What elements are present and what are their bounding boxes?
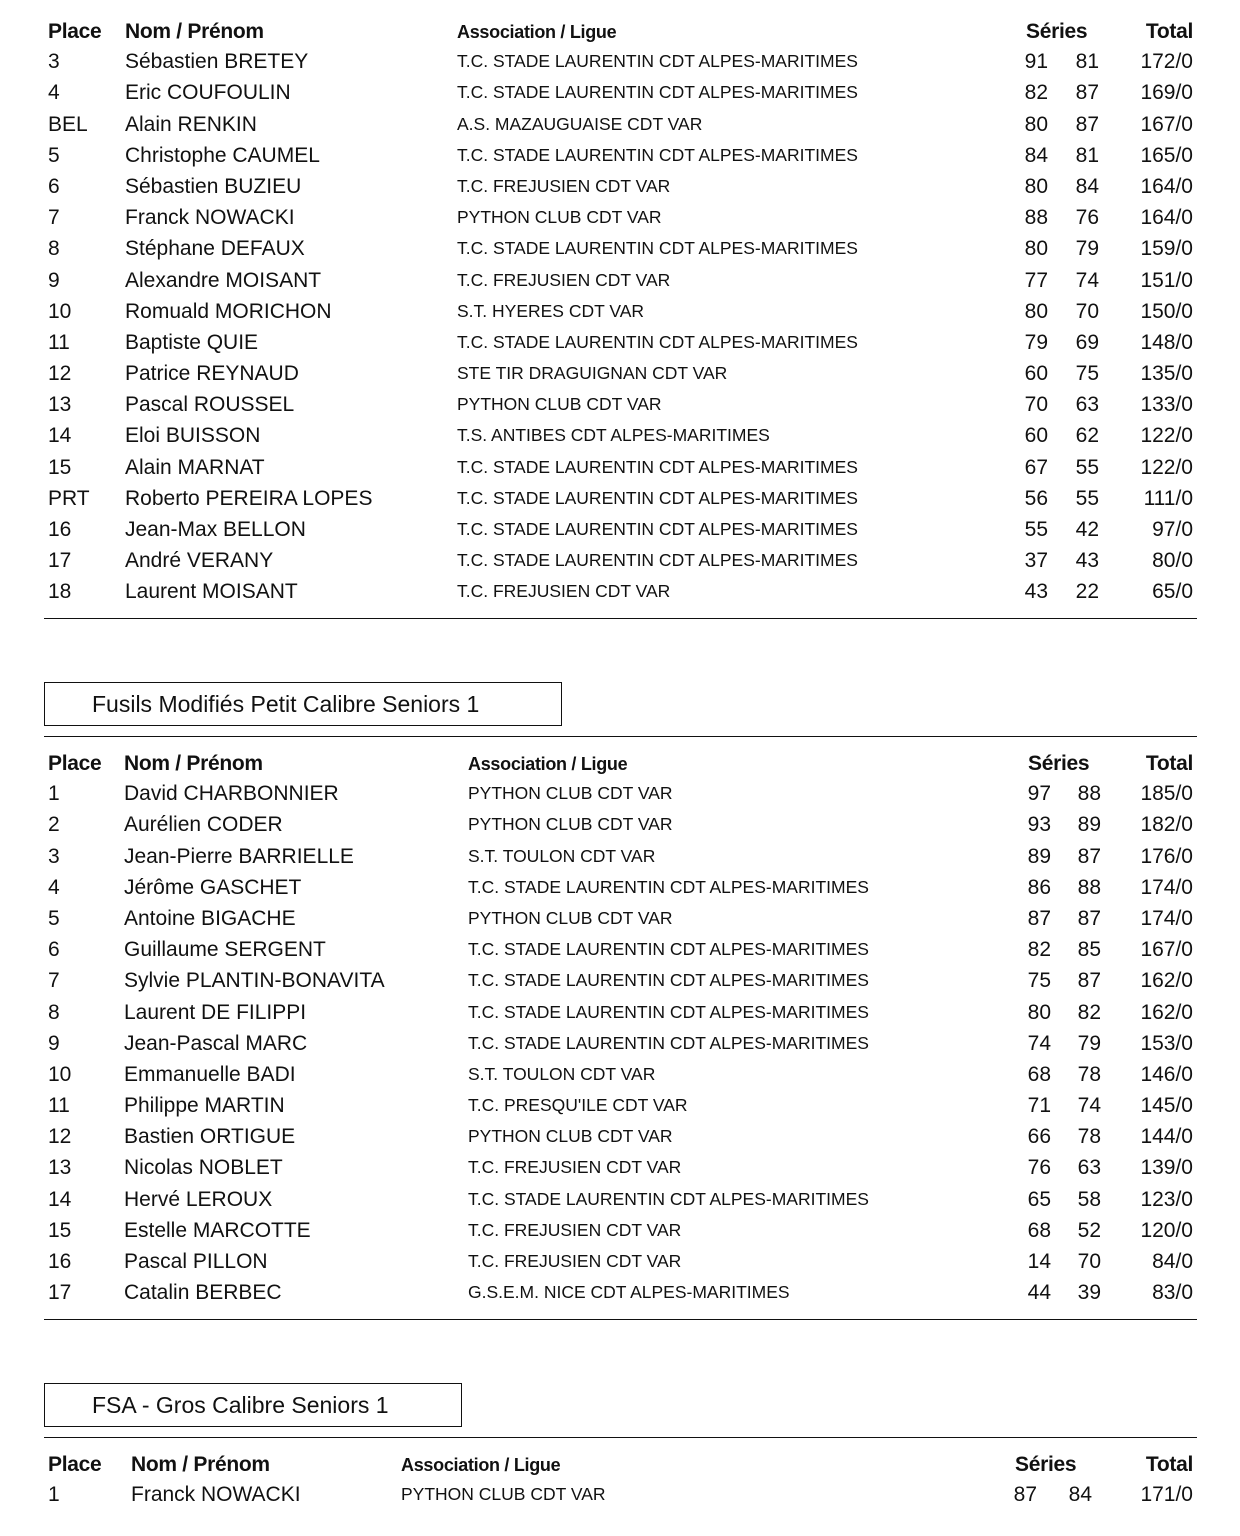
cell-series-2: 79 (1075, 237, 1099, 261)
cell-name: Guillaume SERGENT (124, 938, 326, 962)
cell-association: T.C. STADE LAURENTIN CDT ALPES-MARITIMES (457, 550, 858, 571)
table-header (0, 15, 1240, 46)
cell-place: 14 (48, 1187, 72, 1211)
cell-name: Alain RENKIN (125, 112, 257, 136)
cell-association: T.C. STADE LAURENTIN CDT ALPES-MARITIMES (468, 1188, 869, 1209)
cell-series-2: 81 (1075, 50, 1099, 74)
cell-total: 185/0 (1140, 782, 1193, 806)
table-row (0, 265, 1240, 296)
cell-name: Eloi BUISSON (125, 424, 261, 448)
table-row (0, 545, 1240, 576)
table-row (0, 934, 1240, 965)
table-row (0, 109, 1240, 140)
cell-place: 17 (48, 549, 72, 573)
cell-series-1: 66 (1027, 1125, 1051, 1149)
cell-total: 145/0 (1140, 1094, 1193, 1118)
table-1-bottom-rule (44, 618, 1197, 619)
cell-total: 174/0 (1140, 906, 1193, 930)
cell-total: 123/0 (1140, 1187, 1193, 1211)
cell-series-2: 84 (1068, 1483, 1092, 1507)
cell-place: 10 (48, 1062, 72, 1086)
cell-series-1: 97 (1027, 782, 1051, 806)
cell-name: Aurélien CODER (124, 813, 283, 837)
table-row (0, 1215, 1240, 1246)
cell-series-1: 43 (1024, 580, 1048, 604)
table-row (0, 420, 1240, 451)
cell-name: Christophe CAUMEL (125, 143, 320, 167)
cell-place: 7 (48, 206, 60, 230)
cell-series-1: 67 (1024, 455, 1048, 479)
cell-place: 5 (48, 143, 60, 167)
col-header-place: Place (48, 752, 102, 775)
cell-name: André VERANY (125, 549, 274, 573)
cell-place: 17 (48, 1281, 72, 1305)
cell-name: Bastien ORTIGUE (124, 1125, 296, 1149)
cell-place: 15 (48, 1218, 72, 1242)
col-header-total: Total (1145, 752, 1193, 775)
cell-total: 165/0 (1140, 143, 1193, 167)
cell-series-2: 87 (1077, 969, 1101, 993)
cell-association: T.C. STADE LAURENTIN CDT ALPES-MARITIMES (457, 51, 858, 72)
cell-place: 12 (48, 362, 72, 386)
cell-association: T.C. STADE LAURENTIN CDT ALPES-MARITIMES (468, 970, 869, 991)
cell-name: Stéphane DEFAUX (125, 237, 305, 261)
cell-total: 162/0 (1140, 969, 1193, 993)
cell-total: 172/0 (1140, 50, 1193, 74)
results-table-1 (0, 15, 1240, 608)
cell-association: T.C. FREJUSIEN CDT VAR (468, 1251, 682, 1271)
table-row (0, 389, 1240, 420)
cell-place: 15 (48, 455, 72, 479)
cell-place: 8 (48, 237, 60, 261)
col-header-association: Association / Ligue (401, 1455, 561, 1475)
cell-place: 9 (48, 268, 60, 292)
cell-series-2: 87 (1077, 906, 1101, 930)
table-row (0, 233, 1240, 264)
cell-series-2: 43 (1075, 549, 1099, 573)
cell-series-2: 39 (1077, 1281, 1101, 1305)
cell-series-2: 81 (1075, 143, 1099, 167)
cell-total: 80/0 (1152, 549, 1193, 573)
table-2-bottom-rule (44, 1319, 1197, 1320)
cell-series-2: 84 (1075, 174, 1099, 198)
col-header-name: Nom / Prénom (131, 1453, 270, 1476)
cell-association: T.C. STADE LAURENTIN CDT ALPES-MARITIMES (457, 331, 858, 352)
section-title-box: Fusils Modifiés Petit Calibre Seniors 1 (44, 682, 562, 726)
cell-place: 11 (48, 330, 70, 354)
cell-association: T.C. FREJUSIEN CDT VAR (457, 175, 671, 196)
cell-series-2: 58 (1077, 1187, 1101, 1211)
cell-association: S.T. HYERES CDT VAR (457, 300, 645, 321)
cell-series-2: 75 (1075, 362, 1099, 386)
cell-series-2: 63 (1075, 393, 1099, 417)
cell-series-2: 55 (1075, 455, 1099, 479)
cell-place: 8 (48, 1000, 60, 1024)
table-row (0, 296, 1240, 327)
cell-place: 6 (48, 174, 60, 198)
col-header-series: Séries (1026, 20, 1088, 43)
cell-name: Emmanuelle BADI (124, 1062, 296, 1086)
cell-total: 133/0 (1140, 393, 1193, 417)
cell-series-1: 79 (1024, 330, 1048, 354)
cell-series-1: 55 (1024, 518, 1048, 541)
cell-series-2: 87 (1075, 112, 1099, 136)
col-header-association: Association / Ligue (457, 22, 617, 42)
cell-series-1: 80 (1024, 237, 1048, 261)
cell-name: Sébastien BUZIEU (125, 174, 302, 198)
table-row (0, 1479, 1240, 1510)
table-row (0, 171, 1240, 202)
table-row (0, 77, 1240, 108)
cell-association: S.T. TOULON CDT VAR (468, 845, 656, 866)
table-row (0, 903, 1240, 934)
cell-association: PYTHON CLUB CDT VAR (468, 1126, 673, 1147)
cell-total: 84/0 (1152, 1250, 1193, 1273)
cell-series-1: 80 (1024, 112, 1048, 136)
cell-association: STE TIR DRAGUIGNAN CDT VAR (457, 363, 728, 384)
table-row (0, 872, 1240, 903)
cell-total: 167/0 (1140, 938, 1193, 962)
cell-place: 6 (48, 938, 60, 962)
cell-name: Catalin BERBEC (124, 1281, 282, 1305)
cell-total: 159/0 (1140, 237, 1193, 261)
cell-series-2: 42 (1075, 518, 1099, 541)
col-header-place: Place (48, 20, 102, 43)
cell-series-1: 80 (1027, 1000, 1051, 1024)
cell-series-1: 87 (1027, 906, 1051, 930)
cell-series-1: 89 (1027, 844, 1051, 868)
section-title-box: FSA - Gros Calibre Seniors 1 (44, 1383, 462, 1427)
cell-association: T.C. STADE LAURENTIN CDT ALPES-MARITIMES (468, 876, 869, 897)
table-row (0, 483, 1240, 514)
cell-association: G.S.E.M. NICE CDT ALPES-MARITIMES (468, 1282, 790, 1303)
cell-name: Franck NOWACKI (125, 206, 295, 230)
cell-name: Jean-Pascal MARC (124, 1031, 308, 1055)
cell-association: PYTHON CLUB CDT VAR (468, 907, 673, 928)
cell-series-1: 93 (1027, 813, 1051, 837)
table-row (0, 576, 1240, 607)
cell-series-1: 68 (1027, 1218, 1051, 1242)
cell-series-1: 80 (1024, 174, 1048, 198)
cell-association: T.C. STADE LAURENTIN CDT ALPES-MARITIMES (457, 519, 858, 539)
table-row (0, 1246, 1240, 1277)
cell-name: Baptiste QUIE (125, 330, 259, 354)
cell-place: 3 (48, 50, 60, 74)
cell-series-2: 79 (1077, 1031, 1101, 1055)
col-header-series: Séries (1015, 1453, 1077, 1476)
cell-place: PRT (48, 486, 90, 510)
table-row (0, 514, 1240, 545)
cell-association: T.C. FREJUSIEN CDT VAR (457, 269, 671, 290)
cell-association: T.C. STADE LAURENTIN CDT ALPES-MARITIMES (457, 82, 858, 103)
table-row (0, 140, 1240, 171)
table-row (0, 778, 1240, 809)
cell-association: A.S. MAZAUGUAISE CDT VAR (457, 113, 703, 134)
cell-place: 10 (48, 299, 72, 323)
cell-place: 1 (48, 782, 60, 806)
cell-association: T.C. STADE LAURENTIN CDT ALPES-MARITIMES (468, 1032, 869, 1053)
cell-place: BEL (48, 112, 88, 136)
section-2-top-rule (44, 736, 1197, 737)
cell-series-1: 82 (1027, 938, 1051, 962)
cell-place: 2 (48, 813, 60, 837)
cell-place: 13 (48, 1156, 72, 1180)
cell-series-1: 76 (1027, 1156, 1051, 1180)
cell-total: 162/0 (1140, 1000, 1193, 1024)
cell-name: David CHARBONNIER (124, 782, 339, 806)
cell-series-2: 70 (1077, 1250, 1101, 1273)
table-row (0, 358, 1240, 389)
cell-association: T.C. PRESQU'ILE CDT VAR (468, 1095, 688, 1116)
cell-place: 11 (48, 1094, 70, 1118)
cell-association: T.C. FREJUSIEN CDT VAR (457, 581, 671, 602)
cell-place: 18 (48, 580, 72, 604)
cell-name: Sylvie PLANTIN-BONAVITA (124, 969, 385, 993)
cell-name: Nicolas NOBLET (124, 1156, 283, 1180)
table-row (0, 327, 1240, 358)
cell-total: 182/0 (1140, 813, 1193, 837)
cell-name: Jérôme GASCHET (124, 875, 302, 899)
cell-total: 148/0 (1140, 330, 1193, 354)
cell-name: Philippe MARTIN (124, 1094, 285, 1118)
cell-series-1: 71 (1027, 1094, 1051, 1118)
col-header-total: Total (1145, 20, 1193, 43)
col-header-association: Association / Ligue (468, 754, 628, 774)
cell-place: 3 (48, 844, 60, 868)
cell-name: Estelle MARCOTTE (124, 1218, 311, 1242)
cell-series-1: 86 (1027, 875, 1051, 899)
cell-association: PYTHON CLUB CDT VAR (468, 814, 673, 835)
cell-name: Hervé LEROUX (124, 1187, 273, 1211)
table-header (0, 747, 1240, 778)
cell-series-2: 78 (1077, 1062, 1101, 1086)
cell-total: 151/0 (1140, 268, 1193, 292)
cell-name: Laurent DE FILIPPI (124, 1000, 307, 1024)
cell-name: Jean-Max BELLON (125, 518, 306, 541)
cell-series-2: 76 (1075, 206, 1099, 230)
cell-place: 16 (48, 1250, 72, 1273)
cell-series-2: 82 (1077, 1000, 1101, 1024)
cell-series-2: 62 (1075, 424, 1099, 448)
cell-name: Pascal ROUSSEL (125, 393, 295, 417)
cell-association: T.C. FREJUSIEN CDT VAR (468, 1157, 682, 1178)
cell-association: PYTHON CLUB CDT VAR (457, 394, 662, 415)
cell-total: 176/0 (1140, 844, 1193, 868)
cell-total: 164/0 (1140, 206, 1193, 230)
cell-series-1: 91 (1024, 50, 1048, 74)
cell-series-1: 44 (1027, 1281, 1051, 1305)
cell-association: T.S. ANTIBES CDT ALPES-MARITIMES (457, 425, 770, 446)
cell-name: Pascal PILLON (124, 1250, 268, 1273)
cell-place: 12 (48, 1125, 72, 1149)
cell-association: PYTHON CLUB CDT VAR (457, 207, 662, 228)
table-row (0, 841, 1240, 872)
cell-association: T.C. STADE LAURENTIN CDT ALPES-MARITIMES (468, 939, 869, 960)
cell-name: Alexandre MOISANT (125, 268, 322, 292)
cell-series-1: 60 (1024, 362, 1048, 386)
cell-total: 169/0 (1140, 81, 1193, 105)
cell-series-2: 88 (1077, 875, 1101, 899)
table-row (0, 997, 1240, 1028)
cell-total: 122/0 (1140, 455, 1193, 479)
table-row (0, 46, 1240, 77)
results-table-3 (0, 1448, 1240, 1510)
cell-series-2: 69 (1075, 330, 1099, 354)
table-row (0, 809, 1240, 840)
cell-series-1: 84 (1024, 143, 1048, 167)
cell-total: 144/0 (1140, 1125, 1193, 1149)
section-3-top-rule (44, 1437, 1197, 1438)
cell-total: 174/0 (1140, 875, 1193, 899)
cell-association: T.C. FREJUSIEN CDT VAR (468, 1219, 682, 1240)
table-row (0, 1090, 1240, 1121)
cell-total: 83/0 (1152, 1281, 1193, 1305)
cell-place: 5 (48, 906, 60, 930)
cell-association: PYTHON CLUB CDT VAR (468, 783, 673, 804)
cell-name: Eric COUFOULIN (125, 81, 291, 105)
cell-place: 4 (48, 875, 60, 899)
cell-series-1: 88 (1024, 206, 1048, 230)
cell-name: Franck NOWACKI (131, 1483, 301, 1507)
cell-total: 150/0 (1140, 299, 1193, 323)
cell-association: T.C. STADE LAURENTIN CDT ALPES-MARITIMES (457, 238, 858, 259)
cell-association: T.C. STADE LAURENTIN CDT ALPES-MARITIMES (468, 1001, 869, 1022)
cell-total: 167/0 (1140, 112, 1193, 136)
cell-name: Jean-Pierre BARRIELLE (124, 844, 354, 868)
cell-name: Antoine BIGACHE (124, 906, 296, 930)
cell-association: S.T. TOULON CDT VAR (468, 1063, 656, 1084)
cell-series-2: 74 (1075, 268, 1099, 292)
table-row (0, 1277, 1240, 1308)
cell-place: 7 (48, 969, 60, 993)
table-row (0, 452, 1240, 483)
cell-series-1: 14 (1027, 1250, 1051, 1273)
cell-total: 139/0 (1140, 1156, 1193, 1180)
table-row (0, 965, 1240, 996)
cell-total: 111/0 (1143, 486, 1193, 510)
table-header (0, 1448, 1240, 1479)
table-row (0, 1059, 1240, 1090)
table-row (0, 1184, 1240, 1215)
cell-name: Laurent MOISANT (125, 580, 298, 604)
cell-total: 65/0 (1152, 580, 1193, 604)
table-row (0, 1028, 1240, 1059)
cell-place: 13 (48, 393, 72, 417)
cell-series-2: 52 (1077, 1218, 1101, 1242)
cell-series-1: 37 (1024, 549, 1048, 573)
col-header-total: Total (1145, 1453, 1193, 1476)
cell-series-1: 77 (1024, 268, 1048, 292)
cell-series-2: 88 (1077, 782, 1101, 806)
col-header-series: Séries (1028, 752, 1090, 775)
cell-association: T.C. STADE LAURENTIN CDT ALPES-MARITIMES (457, 487, 858, 508)
table-row (0, 1152, 1240, 1183)
cell-total: 164/0 (1140, 174, 1193, 198)
cell-series-1: 70 (1024, 393, 1048, 417)
cell-series-2: 87 (1077, 844, 1101, 868)
cell-place: 1 (48, 1483, 60, 1507)
cell-series-1: 82 (1024, 81, 1048, 105)
cell-place: 16 (48, 518, 72, 541)
cell-name: Alain MARNAT (125, 455, 265, 479)
cell-name: Roberto PEREIRA LOPES (125, 486, 373, 510)
cell-total: 122/0 (1140, 424, 1193, 448)
cell-association: T.C. STADE LAURENTIN CDT ALPES-MARITIMES (457, 144, 858, 165)
cell-series-2: 85 (1077, 938, 1101, 962)
cell-total: 97/0 (1152, 518, 1193, 541)
cell-series-1: 56 (1024, 486, 1048, 510)
cell-series-1: 65 (1027, 1187, 1051, 1211)
cell-name: Patrice REYNAUD (125, 362, 299, 386)
results-table-2 (0, 747, 1240, 1308)
cell-series-1: 75 (1027, 969, 1051, 993)
cell-series-1: 80 (1024, 299, 1048, 323)
cell-series-1: 74 (1027, 1031, 1051, 1055)
cell-name: Sébastien BRETEY (125, 50, 309, 74)
cell-series-2: 63 (1077, 1156, 1101, 1180)
cell-total: 153/0 (1140, 1031, 1193, 1055)
col-header-place: Place (48, 1453, 102, 1476)
cell-series-2: 55 (1075, 486, 1099, 510)
col-header-name: Nom / Prénom (125, 20, 264, 43)
cell-place: 14 (48, 424, 72, 448)
cell-association: T.C. STADE LAURENTIN CDT ALPES-MARITIMES (457, 456, 858, 477)
cell-series-2: 70 (1075, 299, 1099, 323)
cell-series-2: 78 (1077, 1125, 1101, 1149)
cell-name: Romuald MORICHON (125, 299, 332, 323)
cell-series-2: 87 (1075, 81, 1099, 105)
col-header-name: Nom / Prénom (124, 752, 263, 775)
table-row (0, 1121, 1240, 1152)
cell-total: 135/0 (1140, 362, 1193, 386)
cell-association: PYTHON CLUB CDT VAR (401, 1484, 606, 1505)
cell-series-1: 60 (1024, 424, 1048, 448)
cell-series-1: 68 (1027, 1062, 1051, 1086)
cell-series-2: 74 (1077, 1094, 1101, 1118)
cell-series-2: 89 (1077, 813, 1101, 837)
table-row (0, 202, 1240, 233)
cell-place: 4 (48, 81, 60, 105)
cell-total: 171/0 (1140, 1483, 1193, 1507)
cell-series-1: 87 (1013, 1483, 1037, 1507)
cell-place: 9 (48, 1031, 60, 1055)
cell-total: 120/0 (1140, 1218, 1193, 1242)
cell-total: 146/0 (1140, 1062, 1193, 1086)
cell-series-2: 22 (1075, 580, 1099, 604)
